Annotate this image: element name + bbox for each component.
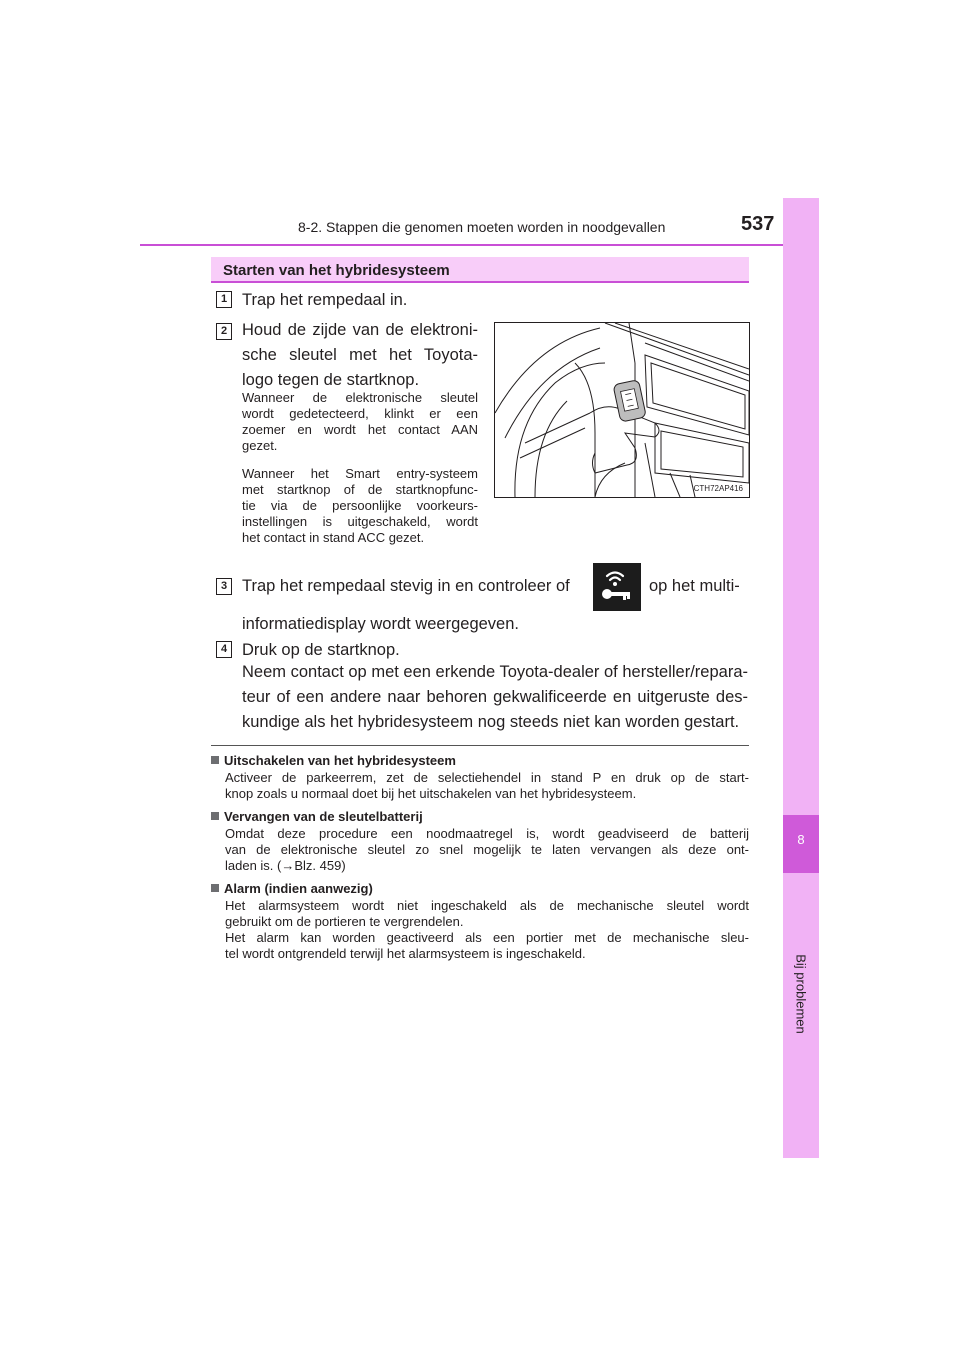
paragraph-line: teur of een andere naar behoren gekwalificeerde en uitgeruste des-	[242, 688, 748, 706]
chapter-number: 8	[797, 832, 805, 847]
illustration-drawing	[495, 323, 749, 497]
note-line: knop zoals u normaal doet bij het uitschakelen van het hybridesysteem.	[225, 786, 637, 801]
note-heading	[211, 809, 749, 824]
note-line: instellingen is uitgeschakeld, wordt	[242, 514, 478, 529]
page-number: 537	[741, 213, 775, 235]
note-title: Uitschakelen van het hybridesysteem	[224, 753, 456, 768]
header-rule	[140, 244, 818, 246]
note-title: Vervangen van de sleutelbatterij	[224, 809, 423, 824]
note-title: Alarm (indien aanwezig)	[224, 881, 373, 896]
note-line: zoemer en wordt het contact AAN	[242, 422, 478, 437]
bullet-square-icon	[211, 756, 219, 764]
key-icon-graphic	[593, 563, 641, 611]
hand-holding-key-fob-illustration	[494, 322, 750, 498]
note-heading	[211, 881, 749, 896]
notes-block	[211, 753, 749, 962]
bullet-square-icon	[211, 812, 219, 820]
note-heading	[211, 753, 749, 768]
step-3-line-2: informatiedisplay wordt weergegeven.	[242, 615, 519, 633]
note-line: gebruikt om de portieren te vergrendelen.	[225, 914, 464, 929]
note-line: Activeer de parkeerrem, zet de selectiehendel in stand P en druk op de start-	[225, 770, 749, 785]
paragraph-line: Neem contact op met een erkende Toyota-dealer of hersteller/repara-	[242, 663, 748, 681]
note-line: Wanneer het Smart entry-systeem	[242, 466, 478, 481]
step-number-3: 3	[216, 578, 232, 595]
step-2-note-2	[242, 466, 478, 546]
note-line: Wanneer de elektronische sleutel	[242, 390, 478, 405]
section-title: Starten van het hybridesysteem	[223, 262, 450, 279]
step-4-text: Druk op de startknop.	[242, 641, 400, 659]
note-line: Omdat deze procedure een noodmaatregel is, wordt geadviseerd de batterij	[225, 826, 749, 841]
step-2-line: logo tegen de startknop.	[242, 371, 420, 389]
note-line: Het alarmsysteem wordt niet ingeschakeld als de mechanische sleutel wordt	[225, 898, 749, 913]
paragraph-line: kundige als het hybridesysteem nog steeds niet kan worden gestart.	[242, 713, 740, 731]
step-2-line: sche sleutel met het Toyota-	[242, 346, 478, 364]
note-body	[211, 898, 749, 962]
note-line: met startknop of de startknopfunc-	[242, 482, 478, 497]
step-3-text-after: op het multi-	[649, 577, 740, 595]
note-line: tie via de persoonlijke voorkeurs-	[242, 498, 478, 513]
chapter-title: Bij problemen	[793, 954, 809, 1034]
dealer-paragraph	[242, 660, 748, 735]
note-line: van de elektronische sleutel zo snel mogelijk te laten vervangen als deze ont-	[225, 842, 749, 857]
step-1-text: Trap het rempedaal in.	[242, 291, 408, 309]
step-2-line: Houd de zijde van de elektroni-	[242, 321, 478, 339]
note-line: tel wordt ontgrendeld terwijl het alarmsysteem is ingeschakeld.	[225, 946, 586, 961]
note-line: laden is. (→Blz. 459)	[225, 858, 346, 873]
note-body	[211, 770, 749, 802]
step-3-text-before: Trap het rempedaal stevig in en controleer of	[242, 577, 570, 595]
illustration-code: CTH72AP416	[693, 484, 743, 493]
step-number-4: 4	[216, 641, 232, 658]
step-2-note-1	[242, 390, 478, 454]
step-number-2: 2	[216, 323, 232, 340]
note-line: gezet.	[242, 438, 278, 453]
note-line: het contact in stand ACC gezet.	[242, 530, 425, 545]
step-2-text	[242, 318, 478, 392]
note-line: wordt gedetecteerd, klinkt er een	[242, 406, 478, 421]
smart-key-indicator-icon	[593, 563, 641, 611]
note-body	[211, 826, 749, 874]
note-line: Het alarm kan worden geactiveerd als een portier met de mechanische sleu-	[225, 930, 749, 945]
bullet-square-icon	[211, 884, 219, 892]
running-header-section: 8-2. Stappen die genomen moeten worden in noodgevallen	[298, 219, 666, 235]
step-number-1: 1	[216, 291, 232, 308]
section-separator	[211, 745, 749, 746]
